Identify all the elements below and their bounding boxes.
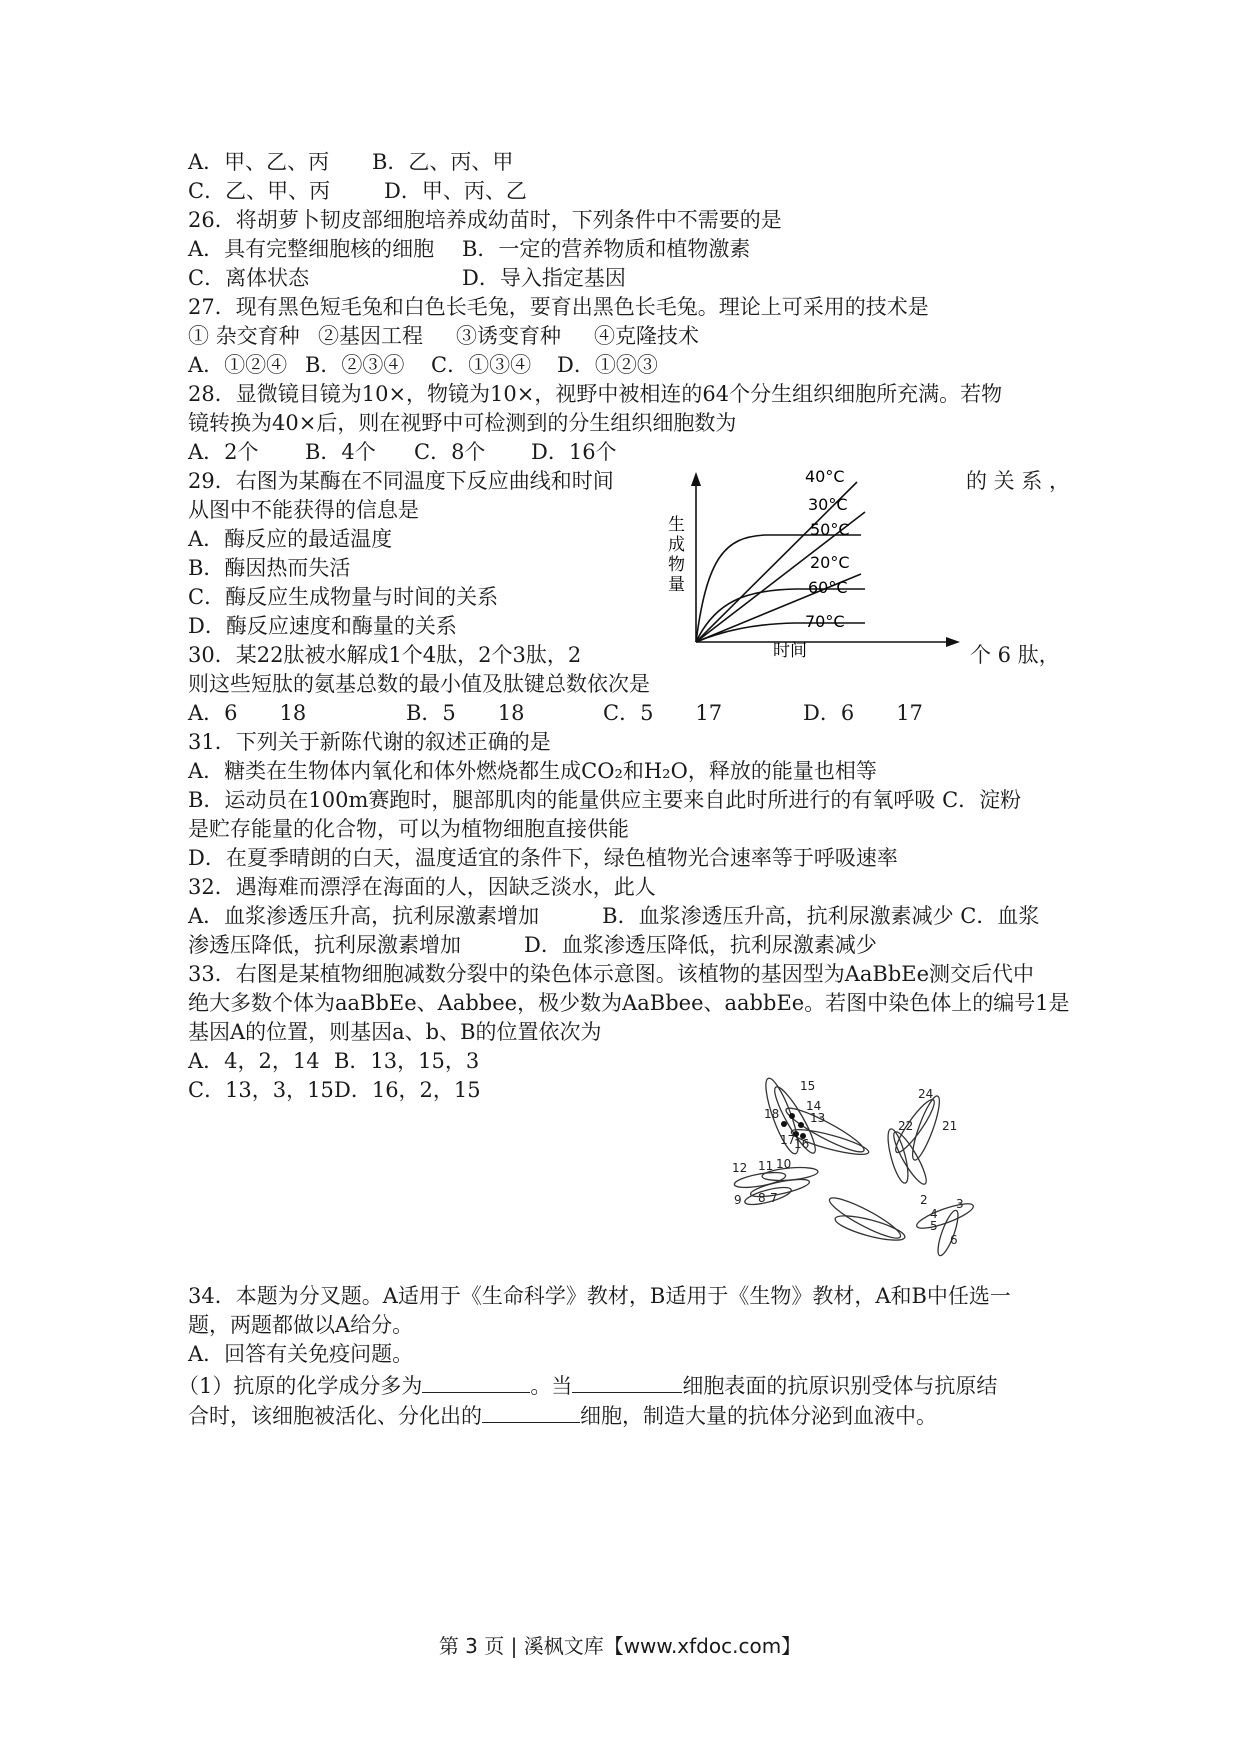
q29-stem-line1: 29．右图为某酶在不同温度下反应曲线和时间 [188, 469, 614, 493]
chromosome-number-17: 17 [780, 1133, 796, 1147]
chromosome-number-4: 4 [930, 1207, 938, 1221]
y-axis-label-1: 生 [668, 515, 685, 535]
chromosome-number-24: 24 [918, 1087, 934, 1101]
curve-label-30c: 30°C [808, 495, 848, 514]
q34-part-a-line1 [178, 1370, 997, 1402]
q32-stem: 32．遇海难而漂浮在海面的人，因缺乏淡水，此人 [188, 875, 656, 899]
q29-stem-line2: 从图中不能获得的信息是 [188, 498, 419, 522]
chromosome-number-22: 22 [898, 1119, 914, 1133]
q28-opt-c: C．8个 [414, 440, 486, 464]
chromosome-number-16: 16 [794, 1137, 810, 1151]
chromosome-number-13: 13 [810, 1111, 826, 1125]
q34-stem-line2: 题，两题都做以A给分。 [188, 1313, 414, 1337]
chromosome-number-10: 10 [776, 1157, 792, 1171]
enzyme-temperature-figure [655, 462, 965, 678]
q30-stem-line1-tail: 个 6 肽， [970, 643, 1060, 667]
q29-opt-b: B．酶因热而失活 [188, 556, 351, 580]
chromosome-number-21: 21 [942, 1119, 958, 1133]
chromosome-number-5: 5 [930, 1219, 938, 1233]
q31-opt-b: B．运动员在100m赛跑时，腿部肌肉的能量供应主要来自此时所进行的有氧呼吸 C．淀粉 [188, 788, 1022, 812]
q28-opt-d: D．16个 [531, 440, 617, 464]
curve-label-60c: 60°C [808, 578, 848, 597]
q34-text: 细胞表面的抗原识别受体与抗原结 [682, 1374, 998, 1398]
q27-item-2: ②基因工程 [318, 324, 423, 348]
q33-opt-a: A．4，2，14 [188, 1049, 320, 1073]
chromosome-number-3: 3 [956, 1197, 964, 1211]
chromosome-number-8: 8 [758, 1191, 766, 1205]
q32-options-line1: A．血浆渗透压升高，抗利尿激素增加 B．血浆渗透压升高，抗利尿激素减少 C．血浆 [188, 904, 1040, 928]
q29-opt-d: D．酶反应速度和酶量的关系 [188, 614, 457, 638]
chromosome-number-15: 15 [800, 1079, 816, 1093]
q34-text: 细胞，制造大量的抗体分泌到血液中。 [580, 1404, 937, 1428]
q25-opt-b: B．乙、丙、甲 [372, 150, 514, 174]
q34-text: 。当 [530, 1374, 573, 1398]
q25-opt-a: A．甲、乙、丙 [188, 150, 330, 174]
q30-opt-b: B．5 18 [406, 701, 525, 725]
chromosome-number-12: 12 [732, 1161, 748, 1175]
q31-opt-a: A．糖类在生物体内氧化和体外燃烧都生成CO₂和H₂O，释放的能量也相等 [188, 759, 877, 783]
q31-opt-c-cont: 是贮存能量的化合物，可以为植物细胞直接供能 [188, 817, 629, 841]
q28-stem-line1: 28．显微镜目镜为10×，物镜为10×，视野中被相连的64个分生组织细胞所充满。若物 [188, 382, 1003, 406]
q27-item-4: ④克隆技术 [594, 324, 699, 348]
chromosome-number-7: 7 [770, 1191, 778, 1205]
chromosome-figure [720, 1068, 990, 1276]
q34-stem-line1: 34．本题为分叉题。A适用于《生命科学》教材，B适用于《生物》教材，A和B中任选一 [188, 1284, 1011, 1308]
q26-opt-a: A．具有完整细胞核的细胞 [188, 237, 435, 261]
q29-stem-line1-tail: 的 关 系 ， [966, 469, 1071, 493]
q28-opt-a: A．2个 [188, 440, 259, 464]
q31-opt-d: D．在夏季晴朗的白天，温度适宜的条件下，绿色植物光合速率等于呼吸速率 [188, 846, 898, 870]
q26-stem: 26．将胡萝卜韧皮部细胞培养成幼苗时，下列条件中不需要的是 [188, 208, 782, 232]
q25-opt-c: C．乙、甲、丙 [188, 179, 331, 203]
q34-part-a-line2 [188, 1400, 937, 1432]
curve-label-40c: 40°C [805, 467, 845, 486]
q30-opt-a: A．6 18 [188, 701, 307, 725]
q27-stem: 27．现有黑色短毛兔和白色长毛兔，要育出黑色长毛兔。理论上可采用的技术是 [188, 295, 929, 319]
q31-stem: 31．下列关于新陈代谢的叙述正确的是 [188, 730, 551, 754]
chromosome-number-9: 9 [734, 1193, 742, 1207]
y-axis-label-4: 量 [668, 575, 685, 595]
chromosome-number-6: 6 [950, 1233, 958, 1247]
q34-text: （1）抗原的化学成分多为 [178, 1374, 423, 1398]
q26-opt-d: D．导入指定基因 [462, 266, 626, 290]
curve-label-50c: 50°C [810, 520, 850, 539]
q27-opt-b: B．②③④ [305, 353, 405, 377]
q28-opt-b: B．4个 [305, 440, 376, 464]
page-footer: 第 3 页 | 溪枫文库【www.xfdoc.com】 [438, 1634, 802, 1658]
q33-opt-c: C．13，3，15 [188, 1078, 334, 1102]
q30-opt-d: D．6 17 [803, 701, 923, 725]
q30-opt-c: C．5 17 [603, 701, 723, 725]
q33-stem-line1: 33．右图是某植物细胞减数分裂中的染色体示意图。该植物的基因型为AaBbEe测交后代中 [188, 962, 1035, 986]
chromosome-number-2: 2 [920, 1193, 928, 1207]
q26-opt-c: C．离体状态 [188, 266, 310, 290]
chromosome-number-14: 14 [806, 1099, 822, 1113]
answer-blank-1[interactable] [422, 1370, 530, 1393]
answer-blank-2[interactable] [572, 1370, 682, 1393]
answer-blank-3[interactable] [482, 1400, 580, 1423]
q30-stem-line2: 则这些短肽的氨基总数的最小值及肽键总数依次是 [188, 672, 650, 696]
curve-label-70c: 70°C [805, 612, 845, 631]
q34-part-a: A．回答有关免疫问题。 [188, 1342, 414, 1366]
x-axis-label: 时间 [773, 641, 807, 661]
q33-opt-d: D．16，2，15 [334, 1078, 481, 1102]
chromosome-number-18: 18 [764, 1107, 780, 1121]
chromosome-number-11: 11 [758, 1159, 774, 1173]
q25-opt-d: D．甲、丙、乙 [384, 179, 527, 203]
curve-label-20c: 20°C [810, 553, 850, 572]
q33-stem-line2: 绝大多数个体为aaBbEe、Aabbee，极少数为AaBbee、aabbEe。若图中染色体上的编号1是 [188, 991, 1070, 1015]
q26-opt-b: B．一定的营养物质和植物激素 [462, 237, 751, 261]
q27-opt-c: C．①③④ [431, 353, 532, 377]
q27-opt-a: A．①②④ [188, 353, 288, 377]
q34-text: 合时，该细胞被活化、分化出的 [188, 1404, 482, 1428]
y-axis-label-3: 物 [668, 555, 685, 575]
q33-opt-b: B．13，15，3 [334, 1049, 480, 1073]
q33-stem-line3: 基因A的位置，则基因a、b、B的位置依次为 [188, 1020, 602, 1044]
q27-item-1: ① 杂交育种 [188, 324, 300, 348]
q27-opt-d: D．①②③ [557, 353, 658, 377]
q32-options-line2: 渗透压降低，抗利尿激素增加 D．血浆渗透压降低，抗利尿激素减少 [188, 933, 877, 957]
q29-opt-c: C．酶反应生成物量与时间的关系 [188, 585, 499, 609]
q28-stem-line2: 镜转换为40×后，则在视野中可检测到的分生组织细胞数为 [188, 411, 737, 435]
y-axis-label-2: 成 [668, 535, 685, 555]
q27-item-3: ③诱变育种 [456, 324, 561, 348]
q29-opt-a: A．酶反应的最适温度 [188, 527, 393, 551]
q30-stem-line1: 30．某22肽被水解成1个4肽，2个3肽，2 [188, 643, 582, 667]
